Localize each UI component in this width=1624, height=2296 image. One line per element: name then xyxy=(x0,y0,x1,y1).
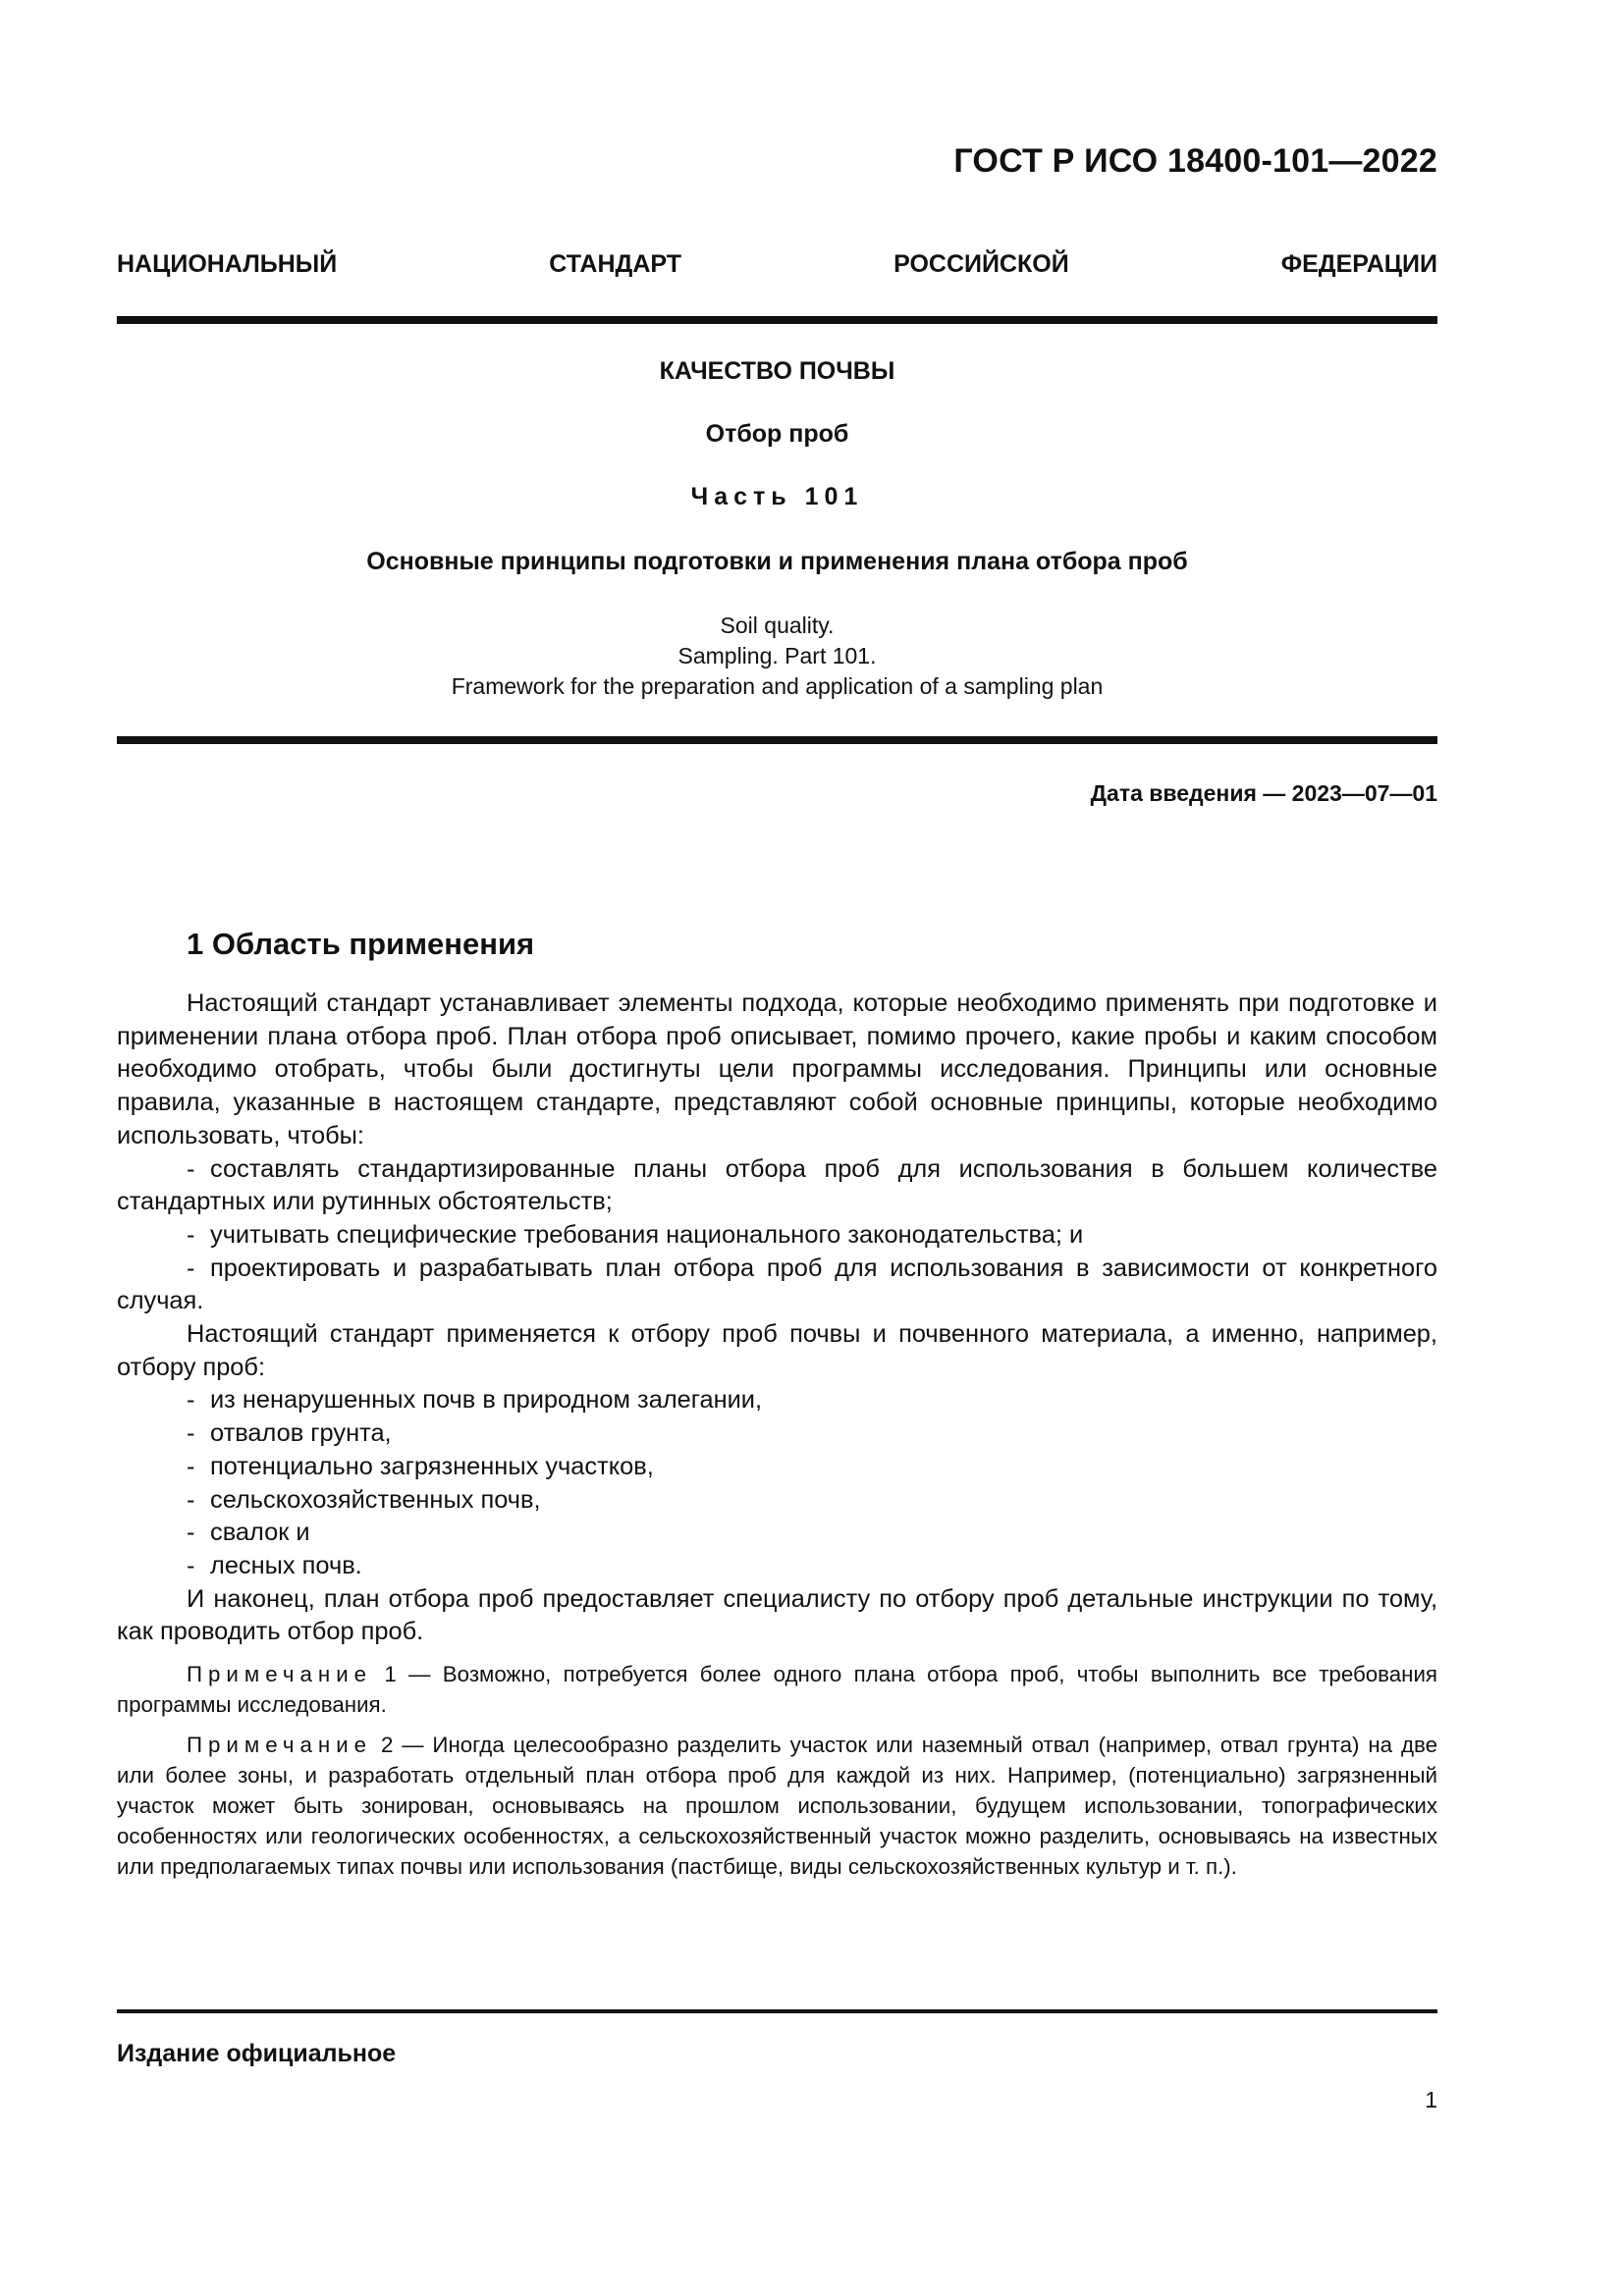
note xyxy=(117,1659,1437,1720)
title-main: КАЧЕСТВО ПОЧВЫ xyxy=(659,357,895,385)
title-name: Основные принципы подготовки и применения плана отбора проб xyxy=(366,548,1188,575)
introduction-date: Дата введения — 2023—07—01 xyxy=(1090,780,1437,806)
title-english-line: Framework for the preparation and application of a sampling plan xyxy=(451,673,1104,699)
section-body xyxy=(117,988,1437,1649)
title-english xyxy=(117,611,1437,702)
list-dash: - xyxy=(187,1485,195,1514)
note-number: 2 xyxy=(380,1733,394,1757)
list-dash: - xyxy=(187,1452,195,1480)
paragraph: Настоящий стандарт применяется к отбору проб почвы и почвенного материала, а именно, например, отбору проб: xyxy=(117,1320,1437,1381)
section-heading: 1 Область применения xyxy=(187,927,535,961)
list-item: - сельскохозяйственных почв, xyxy=(117,1484,1437,1518)
list-item: - проектировать и разрабатывать план отбора проб для использования в зависимости от конкретного случая. xyxy=(117,1254,1437,1315)
list-item: - из ненарушенных почв в природном залегании, xyxy=(117,1384,1437,1417)
note xyxy=(117,1730,1437,1882)
footer-divider xyxy=(117,2009,1437,2013)
banner-word: СТАНДАРТ xyxy=(549,250,682,278)
list-item: - лесных почв. xyxy=(117,1550,1437,1583)
banner-word: ФЕДЕРАЦИИ xyxy=(1280,250,1437,278)
title-divider xyxy=(117,736,1437,744)
list-dash: - xyxy=(187,1154,195,1183)
list-dash: - xyxy=(187,1220,195,1249)
page-number: 1 xyxy=(1425,2087,1437,2112)
notes-block xyxy=(117,1659,1437,1892)
note-label: Примечание xyxy=(187,1662,373,1686)
paragraph: Настоящий стандарт устанавливает элементы подхода, которые необходимо применять при подготовке и применении плана отбора проб. План отбора проб описывает, помимо прочего, какие пробы и каким способом необходимо отобрать, чтобы были достигнуты цели программы исследования. Принципы или основные правила, указанные в настоящем стандарте, представляют собой основные принципы, которые необходимо использовать, чтобы: xyxy=(117,989,1437,1149)
list-item: - свалок и xyxy=(117,1517,1437,1550)
title-subtitle: Отбор проб xyxy=(705,420,849,448)
list-item: - потенциально загрязненных участков, xyxy=(117,1451,1437,1484)
top-divider xyxy=(117,316,1437,324)
list-item: - отвалов грунта, xyxy=(117,1417,1437,1451)
banner-word: РОССИЙСКОЙ xyxy=(893,250,1069,278)
edition-label: Издание официальное xyxy=(117,2040,397,2067)
note-label: Примечание xyxy=(187,1733,373,1757)
paragraph: И наконец, план отбора проб предоставляет специалисту по отбору проб детальные инструкции по тому, как проводить отбор проб. xyxy=(117,1584,1437,1646)
national-standard-banner xyxy=(117,250,1437,279)
note-number: 1 xyxy=(384,1662,397,1686)
note-text: — Иногда целесообразно разделить участок или наземный отвал (например, отвал грунта) на две или более зоны, и разработать отдельный план отбора проб для каждой из них. Например, (потенциально) загрязненный участок может быть зонирован, основываясь на прошлом использовании, будущем использовании, топографических особенностях или геологических особенностях, а сельскохозяйственный участок можно разделить, основываясь на известных или предполагаемых типах почвы или использования (пастбище, виды сельскохозяйственных культур и т. п.). xyxy=(117,1733,1437,1879)
document-code: ГОСТ Р ИСО 18400-101—2022 xyxy=(953,142,1437,180)
sample-source-list xyxy=(117,1384,1437,1582)
title-english-line: Sampling. Part 101. xyxy=(677,643,877,668)
list-dash: - xyxy=(187,1254,195,1282)
list-dash: - xyxy=(187,1551,195,1579)
title-english-line: Soil quality. xyxy=(720,613,835,638)
list-dash: - xyxy=(187,1386,195,1415)
list-dash: - xyxy=(187,1519,195,1547)
banner-word: НАЦИОНАЛЬНЫЙ xyxy=(117,250,338,278)
note-text: — Возможно, потребуется более одного плана отбора проб, чтобы выполнить все требования программы исследования. xyxy=(117,1662,1437,1717)
list-dash: - xyxy=(187,1419,195,1448)
purpose-list xyxy=(117,1153,1437,1319)
list-item: - составлять стандартизированные планы отбора проб для использования в большем количестве стандартных или рутинных обстоятельств; xyxy=(117,1154,1437,1216)
list-item: - учитывать специфические требования национального законодательства; и xyxy=(117,1219,1437,1253)
title-part: Часть 101 xyxy=(690,483,864,510)
